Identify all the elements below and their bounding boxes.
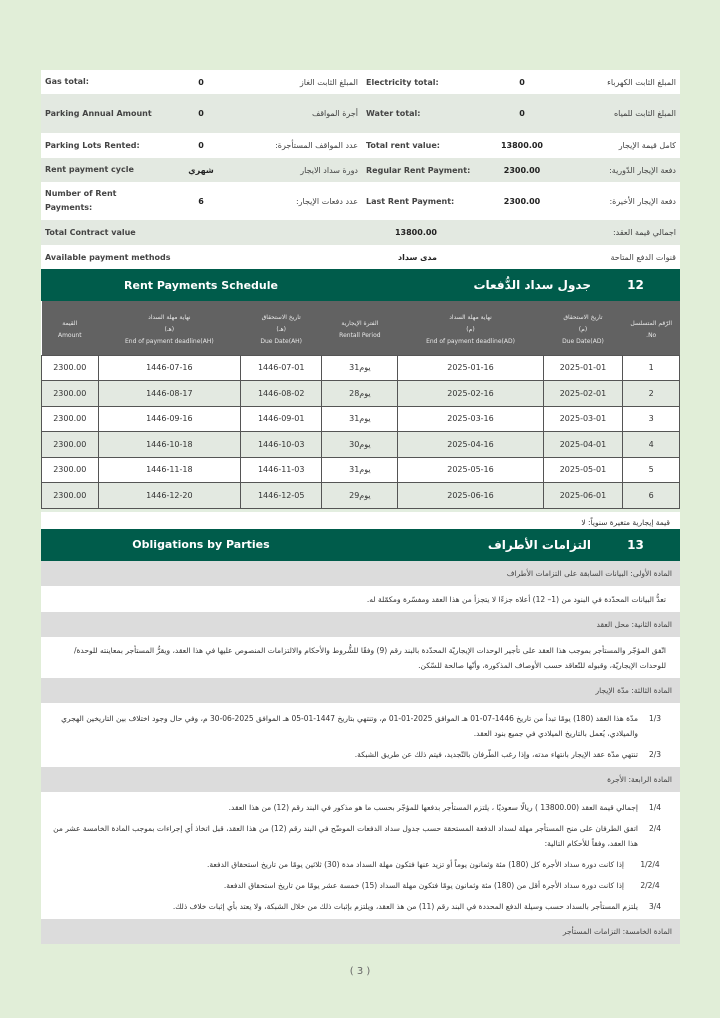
clause-text: يلتزم المستأجر بالسداد حسب وسيلة الدفع المحددة في البند رقم (11) من هذ العقد، ويلتزم بإثبات ذلك من خلال الشبكة، ولا يعتد بأي إثبات خلاف ذلك. bbox=[172, 901, 638, 911]
summary-row-parking-water bbox=[41, 94, 680, 133]
payment-methods-label-ar: قنوات الدفع المتاحة bbox=[610, 252, 676, 262]
cell-end-ah: 1446-12-20 bbox=[98, 483, 241, 509]
gas-total-label: Gas total: bbox=[45, 77, 89, 86]
total-rent-label-ar: كامل قيمة الإيجار bbox=[618, 141, 676, 150]
section-title-ar: جدول سداد الدُّفعات bbox=[473, 278, 591, 292]
article-1-text: تعدُّ البيانات المحدّدة في البنود من (1– 12) أعلاه جزءًا لا يتجزأ من هذا العقد ومفسّرة ومكمّلة له. bbox=[366, 594, 666, 604]
cell-end-ad: 2025-06-16 bbox=[398, 483, 543, 509]
total-rent-value: 13800.00 bbox=[500, 141, 543, 150]
parking-lots-label: Parking Lots Rented: bbox=[45, 140, 140, 150]
cell-no: 5 bbox=[623, 457, 680, 483]
clause-item bbox=[41, 797, 680, 818]
cell-end-ad: 2025-05-16 bbox=[398, 457, 543, 483]
table-row bbox=[42, 483, 680, 509]
section-title-ar: التزامات الأطراف bbox=[487, 537, 591, 552]
clause-text: اتفق الطرفان على منح المستأجر مهلة لسداد الدفعة المستحقة حسب جدول سداد الدفعات الموضّح في البند رقم (12) من هذا العقد، قبل اتخاذ أي إجراءات بموجب المادة الخامسة عشر من هذا العقد، وفقاً للأحكام التالية: bbox=[53, 823, 638, 848]
summary-row-count-last bbox=[41, 182, 680, 220]
parking-lots-label-ar: عدد المواقف المستأجرة: bbox=[275, 141, 358, 150]
table-row bbox=[42, 432, 680, 458]
payment-methods-value: مدى سداد bbox=[397, 252, 437, 262]
regular-payment-label-ar: دفعة الإيجار الدّورية: bbox=[609, 165, 676, 175]
cell-no: 1 bbox=[623, 355, 680, 381]
cell-end-ad: 2025-03-16 bbox=[398, 406, 543, 432]
clause-number: 2/3 bbox=[648, 749, 662, 759]
summary-row-total-contract bbox=[41, 220, 680, 245]
article-2-title: المادة الثانية: محل العقد bbox=[41, 612, 680, 637]
cell-period: 30يوم bbox=[322, 432, 398, 458]
clause-number: 2/4 bbox=[648, 823, 662, 833]
cell-end-ad: 2025-04-16 bbox=[398, 432, 543, 458]
payment-cycle-value: شهري bbox=[188, 165, 214, 175]
cell-period: 29يوم bbox=[322, 483, 398, 509]
cell-no: 6 bbox=[623, 483, 680, 509]
contract-page bbox=[41, 70, 680, 944]
last-payment-label-ar: دفعة الإيجار الأخيرة: bbox=[609, 196, 676, 206]
cell-due-ah: 1446-08-02 bbox=[241, 381, 322, 407]
table-row bbox=[42, 355, 680, 381]
total-rent-label: Total rent value: bbox=[366, 141, 440, 150]
cell-period: 31يوم bbox=[322, 355, 398, 381]
clause-number: 1/2/4 bbox=[640, 859, 660, 869]
cell-end-ah: 1446-09-16 bbox=[98, 406, 241, 432]
cell-due-ah: 1446-10-03 bbox=[241, 432, 322, 458]
cell-due-ad: 2025-06-01 bbox=[543, 483, 623, 509]
cell-end-ah: 1446-08-17 bbox=[98, 381, 241, 407]
cell-amount: 2300.00 bbox=[42, 355, 99, 381]
cell-end-ad: 2025-01-16 bbox=[398, 355, 543, 381]
article-4-clauses bbox=[41, 792, 680, 919]
clause-text: تنتهي مدّة عقد الإيجار بانتهاء مدته، وإذا رغب الطّرفان بالتّجديد، فيتم ذلك عن طريق الشبكة. bbox=[354, 749, 638, 759]
financial-summary bbox=[41, 70, 680, 269]
section-title-en: Obligations by Parties bbox=[132, 538, 270, 551]
payment-methods-label: Available payment methods bbox=[45, 252, 171, 262]
col-header-end-ad: نهاية مهلة السداد (م) End of payment deadline(AD) bbox=[398, 301, 543, 355]
section-number: 12 bbox=[627, 278, 644, 292]
cell-due-ah: 1446-12-05 bbox=[241, 483, 322, 509]
parking-annual-value: 0 bbox=[198, 109, 204, 118]
last-payment-value: 2300.00 bbox=[503, 196, 541, 206]
summary-row-payment-methods bbox=[41, 245, 680, 269]
payment-cycle-label-ar: دورة سداد الايجار bbox=[300, 165, 358, 175]
sub-clause-item bbox=[41, 875, 680, 896]
water-total-label-ar: المبلغ الثابت للمياه bbox=[613, 109, 676, 118]
variable-rent-note: قيمة إيجارية متغيرة سنوياً: لا bbox=[41, 509, 680, 529]
cell-due-ad: 2025-01-01 bbox=[543, 355, 623, 381]
clause-number: 1/4 bbox=[648, 802, 662, 812]
cell-period: 28يوم bbox=[322, 381, 398, 407]
clause-text: إجمالي قيمة العقد (13800.00 ) ريالًا سعوديًا ، يلتزم المستأجر بدفعها للمؤجّر بحسب ما هو مذكور في البند رقم (12) من هذا العقد. bbox=[228, 802, 638, 812]
water-total-value: 0 bbox=[519, 109, 525, 118]
col-header-period: الفترة الإيجارية Rentall Period bbox=[322, 301, 398, 355]
electricity-total-label-ar: المبلغ الثابت الكهرباء bbox=[607, 77, 676, 87]
cell-amount: 2300.00 bbox=[42, 381, 99, 407]
cell-due-ad: 2025-03-01 bbox=[543, 406, 623, 432]
col-header-due-ah: تاريخ الاستحقاق (هـ) Due Date(AH) bbox=[241, 301, 322, 355]
summary-row-cycle-regular bbox=[41, 158, 680, 182]
table-row bbox=[42, 406, 680, 432]
clause-number: 1/3 bbox=[648, 713, 662, 723]
summary-row-gas-electricity bbox=[41, 70, 680, 94]
cell-amount: 2300.00 bbox=[42, 457, 99, 483]
article-3-clauses bbox=[41, 703, 680, 767]
payments-schedule-table bbox=[41, 301, 680, 509]
last-payment-label: Last Rent Payment: bbox=[366, 196, 455, 206]
section-header-obligations bbox=[41, 529, 680, 561]
article-1-title: المادة الأولى: البيانات السابقة على التزامات الأطراف bbox=[41, 561, 680, 586]
parking-lots-value: 0 bbox=[198, 141, 204, 150]
parking-annual-label: Parking Annual Amount bbox=[45, 108, 152, 118]
total-contract-label: Total Contract value bbox=[45, 228, 136, 237]
section-number: 13 bbox=[627, 537, 644, 552]
article-3-title: المادة الثالثة: مدّة الإيجار bbox=[41, 678, 680, 703]
regular-payment-value: 2300.00 bbox=[503, 165, 541, 175]
sub-clause-item bbox=[41, 854, 680, 875]
col-header-due-ad: تاريخ الاستحقاق (م) Due Date(AD) bbox=[543, 301, 623, 355]
section-title-en: Rent Payments Schedule bbox=[124, 278, 278, 292]
cell-due-ah: 1446-11-03 bbox=[241, 457, 322, 483]
clause-item bbox=[41, 744, 680, 765]
cell-no: 2 bbox=[623, 381, 680, 407]
clause-item bbox=[41, 818, 680, 854]
clause-item bbox=[41, 896, 680, 917]
article-2-text: اتّفق المؤجّر والمستأجر بموجب هذا العقد على تأجير الوحدات الإيجاريّة المحدّدة بالبند رقم (9) وفقًا للشُّروط والأحكام والالتزامات المنصوص عليها في هذا العقد، ويقرُّ المستأجر بمعاينته للوحدة/للوحدات الإيجاريّة، وقبوله للتّعاقد حسب الأوصاف المذكورة، وأنّها صالحة للسّكن. bbox=[73, 645, 666, 670]
col-header-no: الرّقم المتسلسل .No bbox=[623, 301, 680, 355]
table-header-row bbox=[42, 301, 680, 355]
water-total-label: Water total: bbox=[366, 109, 421, 118]
summary-row-lots-total-rent bbox=[41, 133, 680, 158]
article-4-title: المادة الرابعة: الأجرة bbox=[41, 767, 680, 792]
cell-period: 31يوم bbox=[322, 406, 398, 432]
payment-cycle-label: Rent payment cycle bbox=[45, 165, 134, 174]
cell-end-ah: 1446-11-18 bbox=[98, 457, 241, 483]
article-5-title: المادة الخامسة: التزامات المستأجر bbox=[41, 919, 680, 944]
total-contract-label-ar: اجمالي قيمة العقد: bbox=[612, 228, 676, 237]
regular-payment-label: Regular Rent Payment: bbox=[366, 165, 471, 175]
electricity-total-label: Electricity total: bbox=[366, 77, 439, 87]
cell-due-ad: 2025-05-01 bbox=[543, 457, 623, 483]
cell-due-ah: 1446-09-01 bbox=[241, 406, 322, 432]
section-header-payments-schedule bbox=[41, 269, 680, 301]
cell-due-ad: 2025-02-01 bbox=[543, 381, 623, 407]
cell-no: 3 bbox=[623, 406, 680, 432]
clause-text: مدّة هذا العقد (180) يومًا تبدأ من تاريخ 1446-07-01 هـ الموافق 2025-01-01 م، وتنتهي بتاريخ 1447-01-05 هـ الموافق 2025-06-30 م، وفي حال وجود اختلاف بين التاريخين الهجري والميلادي، يُعمل بالتاريخ الميلادي في جميع بنود العقد. bbox=[61, 713, 638, 738]
cell-amount: 2300.00 bbox=[42, 406, 99, 432]
col-header-amount: القيمة Amount bbox=[42, 301, 99, 355]
cell-no: 4 bbox=[623, 432, 680, 458]
clause-item bbox=[41, 708, 680, 744]
clause-number: 2/2/4 bbox=[640, 880, 660, 890]
cell-end-ad: 2025-02-16 bbox=[398, 381, 543, 407]
cell-end-ah: 1446-07-16 bbox=[98, 355, 241, 381]
cell-end-ah: 1446-10-18 bbox=[98, 432, 241, 458]
cell-period: 31يوم bbox=[322, 457, 398, 483]
electricity-total-value: 0 bbox=[519, 77, 525, 87]
table-row bbox=[42, 457, 680, 483]
payments-count-label: Number of Rent Payments: bbox=[45, 189, 117, 212]
cell-amount: 2300.00 bbox=[42, 432, 99, 458]
payments-count-value: 6 bbox=[198, 196, 204, 206]
page-number: ( 3 ) bbox=[349, 966, 371, 977]
cell-due-ad: 2025-04-01 bbox=[543, 432, 623, 458]
total-contract-value: 13800.00 bbox=[394, 228, 437, 237]
clause-text: إذا كانت دورة سداد الأجرة كل (180) مئة وثمانون يوماً أو تزيد عنها فتكون مهلة السداد مدة (30) ثلاثين يومًا من تاريخ استحقاق الدفعة. bbox=[206, 859, 624, 869]
col-header-end-ah: نهاية مهلة السداد (هـ) End of payment deadline(AH) bbox=[98, 301, 241, 355]
table-row bbox=[42, 381, 680, 407]
cell-due-ah: 1446-07-01 bbox=[241, 355, 322, 381]
gas-total-value: 0 bbox=[198, 77, 204, 87]
clause-text: إذا كانت دورة سداد الأجرة أقل من (180) مئة وثمانون يومًا فتكون مهلة السداد (15) خمسة عشر يومًا من تاريخ استحقاق الدفعة. bbox=[223, 880, 624, 890]
clause-number: 3/4 bbox=[648, 901, 662, 911]
payments-count-label-ar: عدد دفعات الإيجار: bbox=[295, 196, 358, 206]
parking-annual-label-ar: أجرة المواقف bbox=[311, 109, 358, 118]
cell-amount: 2300.00 bbox=[42, 483, 99, 509]
gas-total-label-ar: المبلغ الثابت الغاز bbox=[299, 77, 358, 87]
